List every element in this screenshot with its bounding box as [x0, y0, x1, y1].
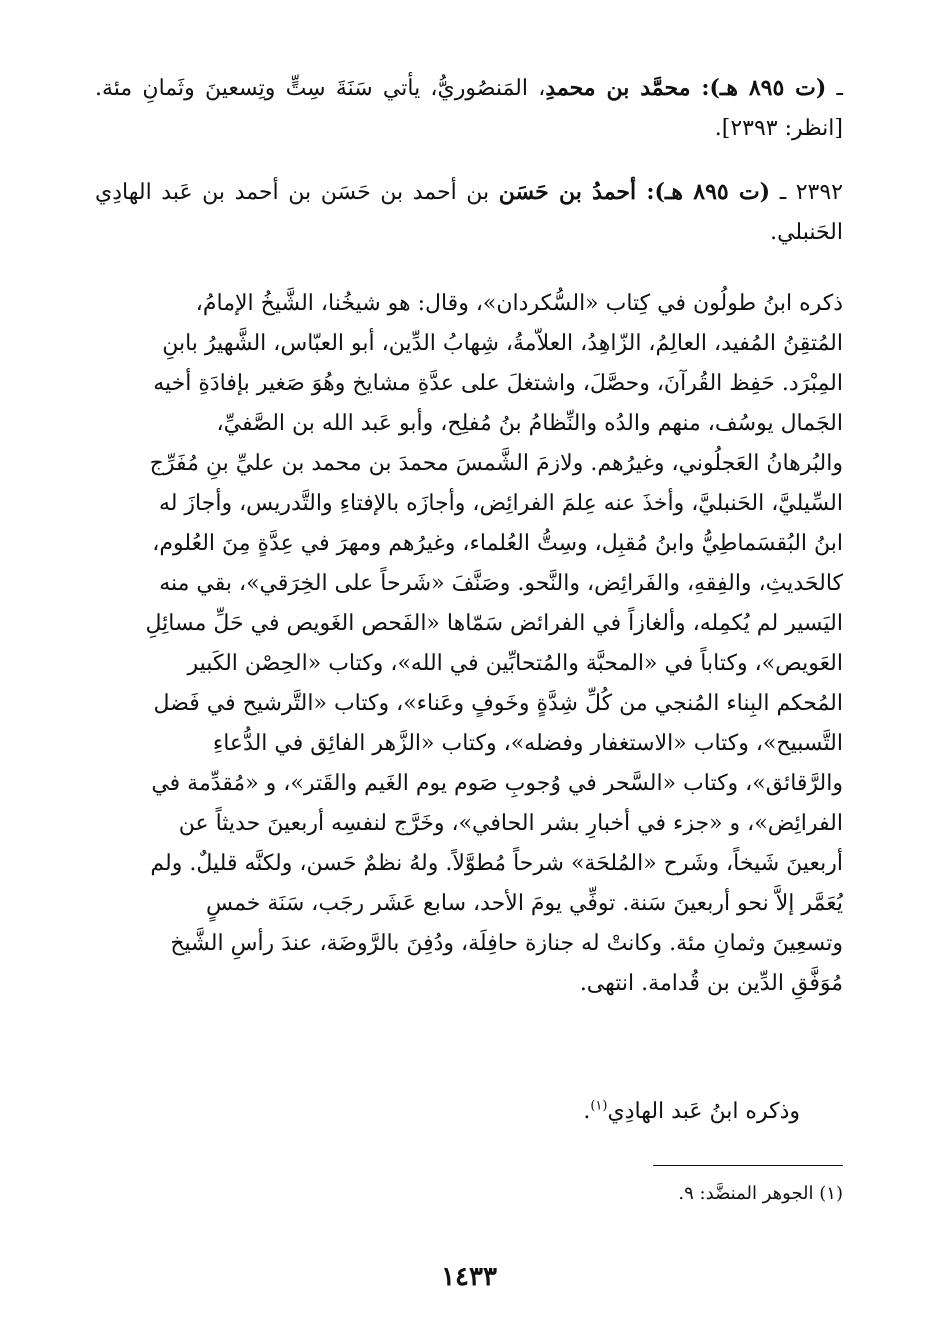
entry-prefix: ـ: [826, 76, 843, 101]
body-line: المُحكم البِناء المُنجي من كُلِّ شِدَّةٍ وخَوفٍ وعَناء»، وكتاب «التَّرشيح في فَضل: [153, 691, 843, 716]
citation-text: وذكره ابنُ عَبد الهادِي: [607, 1099, 800, 1124]
entry-date: (ت ٨٩٥ هـ):: [636, 179, 771, 205]
citation-line: [583, 1092, 800, 1132]
body-line: التَّسبيح»، وكتاب «الاستغفار وفضله»، وكتاب «الزَّهر الفائِق في الدُّعاءِ: [212, 731, 843, 756]
footnote-marker: (١): [590, 1098, 608, 1114]
body-line: ابنُ البُقسَماطِيُّ وابنُ مُقبِل، وسِتُّ العُلماء، وغيرُهم ومهرَ في عِدَّةٍ مِنَ العُلوم،: [152, 531, 843, 556]
footnote: (١) الجوهر المنضَّد: ٩.: [678, 1183, 843, 1204]
body-line: الجَمال يوسُف، منهم والدُه والنِّظامُ بنُ مُفلِح، وأبو عَبد الله بن الصَّفيِّ،: [216, 411, 843, 436]
entry-name: محمَّد بن محمدِ: [545, 75, 691, 101]
body-line: يُعَمَّر إلاَّ نحو أربعينَ سَنة. توفِّي يومَ الأحد، سابع عَشَر رجَب، سَنَة خمسٍ: [206, 891, 843, 916]
page-number: ١٤٣٣: [441, 1262, 497, 1292]
body-line: المُتقِنُ المُفيد، العالِمُ، الزّاهِدُ، العلاّمةُ، شِهابُ الدِّين، أبو العبّاس، الشَّهيرُ بابنِ: [162, 331, 843, 356]
entry-2392: [95, 172, 843, 253]
biography-body: [95, 284, 843, 1004]
entry-date: (ت ٨٩٥ هـ):: [690, 75, 827, 101]
body-line: العَويص»، وكتاباً في «المحبَّة والمُتحابِّين في الله»، وكتاب «الحِصْن الكَبير: [187, 651, 843, 676]
body-line: أربعينَ شَيخاً، وشَرح «المُلحَة» شرحاً مُطوَّلاً. ولهُ نظمٌ حَسن، ولكنَّه قليلٌ. ولم: [150, 851, 843, 876]
body-line: والرَّقائق»، وكتاب «السَّحر في وُجوبِ صَوم يوم الغَيم والقَتر»، و «مُقدِّمة في: [151, 771, 843, 796]
entry-text: ، المَنصُوريُّ، يأتي سَنَةَ سِتٍّ وتِسعينَ وثَمانِ مئة. [انظر: ٢٣٩٣].: [95, 76, 843, 141]
citation-end: .: [583, 1099, 591, 1124]
entry-cross-reference: [95, 68, 843, 149]
body-line: المِبْرَد. حَفِظ القُرآنَ، وحصَّلَ، واشتغلَ على عدَّةِ مشايخ وهُوَ صَغير بإفادَةِ أخيه: [153, 371, 843, 396]
footnote-divider: [653, 1165, 843, 1166]
body-line: وتسعِينَ وثمانِ مئة. وكانتْ له جنازة حافِلَة، ودُفِنَ بالرَّوضَة، عندَ رأسِ الشَّيخ: [170, 931, 843, 956]
body-line: السِّيليَّ، الحَنبليَّ، وأخذَ عنه عِلمَ الفرائِض، وأجازَه بالإفتاءِ والتَّدريس، وأجازَ له: [158, 491, 843, 516]
entry-text: بن أحمد بن حَسَن بن أحمد بن عَبد الهادِي الحَنبلي.: [95, 180, 843, 245]
entry-number: ٢٣٩٢ ـ: [770, 180, 843, 205]
body-line: والبُرهانُ العَجلُوني، وغيرُهم. ولازمَ الشَّمسَ محمدَ بن محمد بن عليِّ بنِ مُفَرِّج: [149, 451, 843, 476]
body-line: اليَسير لم يُكمِله، وألغازاً في الفرائض سَمّاها «الفَحص الغَويص في حَلِّ مسائِلِ: [145, 611, 843, 636]
body-line: كالحَديثِ، والفِقهِ، والفَرائِض، والنَّحو. وصَنَّفَ «شَرحاً على الخِرَقي»، بقي منه: [159, 571, 843, 596]
body-line: مُوَفَّقِ الدِّين بن قُدامة. انتهى.: [579, 971, 843, 996]
body-line: ذكره ابنُ طولُون في كِتاب «السُّكردان»، وقال: هو شيخُنا، الشَّيخُ الإمامُ،: [195, 291, 843, 316]
body-line: الفرائِض»، و «جزء في أخبارِ بشر الحافي»، وخَرَّج لنفسِه أربعينَ حديثاً عن: [178, 811, 843, 836]
entry-name: أحمدُ بن حَسَن: [498, 179, 637, 205]
